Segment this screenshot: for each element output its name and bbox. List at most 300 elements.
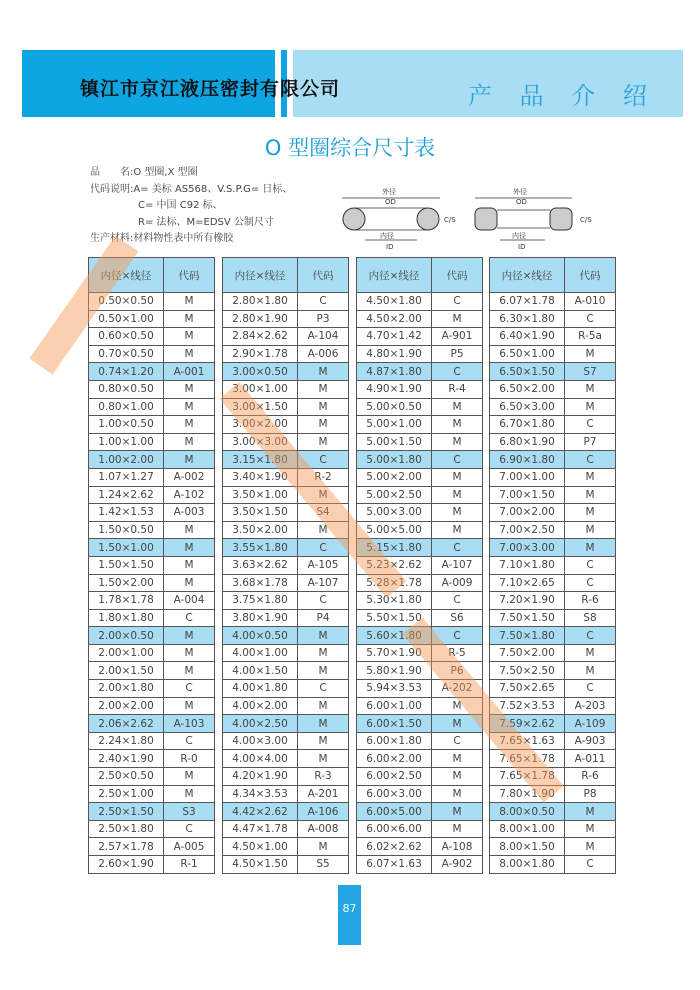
cell-size: 0.80×1.00 <box>89 398 164 416</box>
table-row <box>223 539 349 557</box>
cell-size: 2.90×1.78 <box>223 345 298 363</box>
table-row <box>490 627 616 645</box>
cell-code: M <box>298 433 349 451</box>
table-row <box>223 310 349 328</box>
cell-size: 2.50×1.00 <box>89 785 164 803</box>
table-row <box>490 539 616 557</box>
cell-size: 4.50×1.80 <box>357 293 432 311</box>
header-code: 代码 <box>432 258 483 293</box>
cell-size: 4.00×0.50 <box>223 627 298 645</box>
table-row <box>490 468 616 486</box>
cell-size: 3.50×1.50 <box>223 504 298 522</box>
table-row <box>89 504 215 522</box>
cell-size: 7.10×2.65 <box>490 574 565 592</box>
table-row <box>89 345 215 363</box>
cell-code: A-109 <box>565 715 616 733</box>
cell-code: M <box>432 803 483 821</box>
cell-code: M <box>565 644 616 662</box>
table-row <box>490 732 616 750</box>
code-description-r: R= 法标、M=EDSV 公制尺寸 <box>138 216 274 228</box>
cell-code: M <box>565 662 616 680</box>
header-size: 内径×线径 <box>89 258 164 293</box>
cell-size: 7.65×1.63 <box>490 732 565 750</box>
table-row <box>490 328 616 346</box>
cell-size: 3.55×1.80 <box>223 539 298 557</box>
cell-code: A-902 <box>432 856 483 874</box>
cell-size: 4.50×2.00 <box>357 310 432 328</box>
header-code: 代码 <box>565 258 616 293</box>
table-row <box>357 838 483 856</box>
cell-code: M <box>164 451 215 469</box>
cell-size: 4.34×3.53 <box>223 785 298 803</box>
cell-size: 4.50×1.50 <box>223 856 298 874</box>
cell-size: 6.00×1.80 <box>357 732 432 750</box>
cell-size: 7.00×3.00 <box>490 539 565 557</box>
cell-code: R-2 <box>298 468 349 486</box>
cell-code: S5 <box>298 856 349 874</box>
cell-code: M <box>164 398 215 416</box>
cell-code: R-3 <box>298 768 349 786</box>
cell-size: 3.50×2.00 <box>223 521 298 539</box>
cell-code: A-001 <box>164 363 215 381</box>
cell-code: S4 <box>298 504 349 522</box>
table-row <box>490 486 616 504</box>
cell-code: P7 <box>565 433 616 451</box>
cell-size: 5.30×1.80 <box>357 592 432 610</box>
table-row <box>357 539 483 557</box>
cell-size: 0.70×0.50 <box>89 345 164 363</box>
cell-code: M <box>565 504 616 522</box>
table-row <box>490 609 616 627</box>
table-row <box>223 856 349 874</box>
table-row <box>490 556 616 574</box>
cell-code: M <box>298 838 349 856</box>
cell-size: 6.50×1.50 <box>490 363 565 381</box>
table-row <box>357 521 483 539</box>
cell-size: 2.50×1.80 <box>89 820 164 838</box>
code-description: 代码说明:A= 美标 AS568、V.S.P.G= 日标、 <box>90 183 293 195</box>
table-row <box>89 380 215 398</box>
cell-code: A-901 <box>432 328 483 346</box>
cell-code: M <box>164 433 215 451</box>
cell-code: M <box>565 345 616 363</box>
cell-code: R-6 <box>565 592 616 610</box>
cell-code: C <box>164 609 215 627</box>
table-row <box>89 539 215 557</box>
table-row <box>357 856 483 874</box>
cell-code: C <box>432 627 483 645</box>
table-row <box>357 820 483 838</box>
cell-code: C <box>164 732 215 750</box>
cell-code: M <box>164 345 215 363</box>
table-row <box>89 293 215 311</box>
cell-code: M <box>164 697 215 715</box>
size-table-3 <box>356 257 483 874</box>
table-row <box>89 803 215 821</box>
cell-size: 3.63×2.62 <box>223 556 298 574</box>
cell-size: 4.00×2.00 <box>223 697 298 715</box>
cell-code: R-0 <box>164 750 215 768</box>
table-row <box>490 838 616 856</box>
cell-size: 7.20×1.90 <box>490 592 565 610</box>
table-row <box>89 732 215 750</box>
table-row <box>223 486 349 504</box>
cell-size: 6.07×1.78 <box>490 293 565 311</box>
cell-size: 2.00×1.50 <box>89 662 164 680</box>
table-row <box>490 662 616 680</box>
table-row <box>357 574 483 592</box>
table-row <box>89 715 215 733</box>
cell-code: P3 <box>298 310 349 328</box>
cell-size: 8.00×1.00 <box>490 820 565 838</box>
table-row <box>89 697 215 715</box>
table-row <box>89 856 215 874</box>
table-row <box>89 592 215 610</box>
cell-size: 6.50×3.00 <box>490 398 565 416</box>
table-row <box>223 697 349 715</box>
cell-size: 6.00×6.00 <box>357 820 432 838</box>
cell-code: M <box>164 644 215 662</box>
cell-code: C <box>565 574 616 592</box>
cell-code: M <box>432 416 483 434</box>
table-row <box>490 504 616 522</box>
table-row <box>223 662 349 680</box>
table-row <box>223 644 349 662</box>
cell-size: 1.00×1.00 <box>89 433 164 451</box>
table-row <box>357 363 483 381</box>
cell-code: M <box>565 380 616 398</box>
cell-code: M <box>565 468 616 486</box>
cell-size: 2.50×0.50 <box>89 768 164 786</box>
cell-size: 2.40×1.90 <box>89 750 164 768</box>
table-row <box>89 310 215 328</box>
table-row <box>357 785 483 803</box>
cell-code: M <box>298 732 349 750</box>
table-row <box>223 416 349 434</box>
cell-code: M <box>432 697 483 715</box>
cell-code: M <box>298 416 349 434</box>
cell-size: 0.74×1.20 <box>89 363 164 381</box>
table-row <box>490 680 616 698</box>
table-row <box>223 451 349 469</box>
cell-size: 0.80×0.50 <box>89 380 164 398</box>
cell-size: 5.60×1.80 <box>357 627 432 645</box>
cell-code: M <box>298 398 349 416</box>
cell-code: A-107 <box>432 556 483 574</box>
table-row <box>357 627 483 645</box>
cell-size: 5.50×1.50 <box>357 609 432 627</box>
table-row <box>490 592 616 610</box>
cell-code: M <box>164 662 215 680</box>
size-table-4 <box>489 257 616 874</box>
cell-size: 5.00×0.50 <box>357 398 432 416</box>
cell-size: 3.00×1.00 <box>223 380 298 398</box>
cell-size: 1.50×0.50 <box>89 521 164 539</box>
cell-size: 4.50×1.00 <box>223 838 298 856</box>
cell-size: 0.50×1.00 <box>89 310 164 328</box>
table-row <box>357 416 483 434</box>
table-row <box>223 715 349 733</box>
cell-size: 7.80×1.90 <box>490 785 565 803</box>
table-row <box>89 416 215 434</box>
material-info: 生产材料:材料物性表中所有橡胶 <box>90 233 234 244</box>
cell-code: M <box>164 293 215 311</box>
table-row <box>89 486 215 504</box>
cell-code: M <box>432 486 483 504</box>
cell-code: C <box>565 416 616 434</box>
table-row <box>223 592 349 610</box>
cell-size: 1.80×1.80 <box>89 609 164 627</box>
cell-size: 0.50×0.50 <box>89 293 164 311</box>
table-row <box>490 451 616 469</box>
table-row <box>223 750 349 768</box>
cell-code: M <box>298 697 349 715</box>
cell-code: M <box>298 627 349 645</box>
cell-size: 3.75×1.80 <box>223 592 298 610</box>
cell-code: M <box>432 310 483 328</box>
cell-code: M <box>164 328 215 346</box>
table-row <box>89 750 215 768</box>
cell-size: 5.15×1.80 <box>357 539 432 557</box>
table-row <box>490 750 616 768</box>
cell-size: 2.24×1.80 <box>89 732 164 750</box>
cell-size: 6.00×5.00 <box>357 803 432 821</box>
table-row <box>490 310 616 328</box>
table-row <box>89 556 215 574</box>
cell-code: M <box>565 521 616 539</box>
size-table-2 <box>222 257 349 874</box>
cell-code: M <box>432 468 483 486</box>
cell-code: C <box>164 820 215 838</box>
cell-code: M <box>432 750 483 768</box>
cell-size: 3.68×1.78 <box>223 574 298 592</box>
table-row <box>357 768 483 786</box>
size-table-1 <box>88 257 215 874</box>
cell-code: C <box>432 451 483 469</box>
table-row <box>357 468 483 486</box>
cell-code: A-105 <box>298 556 349 574</box>
table-row <box>89 662 215 680</box>
xring-od-label: OD <box>516 198 527 206</box>
cell-code: C <box>298 592 349 610</box>
table-row <box>357 732 483 750</box>
cell-code: M <box>164 574 215 592</box>
cell-code: R-6 <box>565 768 616 786</box>
cell-code: A-107 <box>298 574 349 592</box>
cell-size: 6.00×1.00 <box>357 697 432 715</box>
product-name: 品 名:O 型圈,X 型圈 <box>90 167 198 178</box>
table-row <box>223 433 349 451</box>
cell-size: 7.10×1.80 <box>490 556 565 574</box>
table-row <box>89 644 215 662</box>
table-row <box>89 433 215 451</box>
table-row <box>223 556 349 574</box>
cell-size: 1.00×2.00 <box>89 451 164 469</box>
cell-size: 7.50×2.50 <box>490 662 565 680</box>
xring-id-cn-label: 内径 <box>512 232 526 240</box>
table-row <box>223 328 349 346</box>
table-row <box>490 521 616 539</box>
table-row <box>357 328 483 346</box>
cell-code: M <box>164 556 215 574</box>
cell-size: 5.94×3.53 <box>357 680 432 698</box>
cell-code: C <box>565 627 616 645</box>
table-row <box>490 380 616 398</box>
table-row <box>490 416 616 434</box>
cell-size: 1.07×1.27 <box>89 468 164 486</box>
cell-size: 5.00×2.00 <box>357 468 432 486</box>
table-row <box>357 380 483 398</box>
cell-code: A-009 <box>432 574 483 592</box>
table-row <box>223 785 349 803</box>
cell-size: 7.00×2.00 <box>490 504 565 522</box>
cell-code: C <box>565 310 616 328</box>
cell-size: 6.70×1.80 <box>490 416 565 434</box>
cell-size: 2.00×2.00 <box>89 697 164 715</box>
cell-size: 6.40×1.90 <box>490 328 565 346</box>
cell-code: P4 <box>298 609 349 627</box>
cell-size: 4.70×1.42 <box>357 328 432 346</box>
table-row <box>89 838 215 856</box>
cell-code: M <box>565 838 616 856</box>
cell-size: 6.00×3.00 <box>357 785 432 803</box>
section-title: 产 品 介 绍 <box>468 82 657 110</box>
cell-code: M <box>432 433 483 451</box>
table-row <box>357 398 483 416</box>
cell-code: A-903 <box>565 732 616 750</box>
cell-size: 7.65×1.78 <box>490 768 565 786</box>
table-row <box>357 803 483 821</box>
cell-size: 7.50×1.50 <box>490 609 565 627</box>
cell-size: 2.80×1.80 <box>223 293 298 311</box>
cell-code: M <box>432 504 483 522</box>
cell-code: C <box>432 539 483 557</box>
cell-code: C <box>298 539 349 557</box>
cell-code: C <box>432 592 483 610</box>
table-row <box>490 820 616 838</box>
table-row <box>89 609 215 627</box>
header-code: 代码 <box>298 258 349 293</box>
table-row <box>89 785 215 803</box>
cell-code: C <box>164 680 215 698</box>
x-ring-cross-section <box>475 187 592 251</box>
cell-size: 2.80×1.90 <box>223 310 298 328</box>
table-row <box>89 468 215 486</box>
cell-size: 6.02×2.62 <box>357 838 432 856</box>
cell-size: 4.00×2.50 <box>223 715 298 733</box>
table-row <box>490 803 616 821</box>
table-row <box>357 592 483 610</box>
od-label: OD <box>385 198 396 206</box>
table-row <box>357 486 483 504</box>
cell-code: A-010 <box>565 293 616 311</box>
cell-code: M <box>565 486 616 504</box>
table-row <box>223 609 349 627</box>
table-row <box>89 820 215 838</box>
cell-size: 5.00×5.00 <box>357 521 432 539</box>
cell-size: 4.00×4.00 <box>223 750 298 768</box>
cell-code: M <box>298 750 349 768</box>
table-row <box>490 697 616 715</box>
cell-code: S6 <box>432 609 483 627</box>
cell-size: 5.23×2.62 <box>357 556 432 574</box>
cell-code: M <box>164 785 215 803</box>
table-row <box>89 328 215 346</box>
table-row <box>223 803 349 821</box>
cell-code: M <box>565 820 616 838</box>
table-row <box>223 820 349 838</box>
cell-code: P5 <box>432 345 483 363</box>
cell-code: A-108 <box>432 838 483 856</box>
cell-size: 5.00×3.00 <box>357 504 432 522</box>
cell-size: 7.50×2.65 <box>490 680 565 698</box>
cell-size: 2.50×1.50 <box>89 803 164 821</box>
cell-code: A-002 <box>164 468 215 486</box>
cell-code: A-104 <box>298 328 349 346</box>
table-row <box>490 715 616 733</box>
table-row <box>490 363 616 381</box>
table-row <box>357 644 483 662</box>
code-description-c: C= 中国 C92 标、 <box>138 200 223 211</box>
cell-code: M <box>565 398 616 416</box>
table-row <box>223 398 349 416</box>
cell-code: A-005 <box>164 838 215 856</box>
table-row <box>89 521 215 539</box>
cell-code: M <box>432 715 483 733</box>
table-row <box>357 609 483 627</box>
cell-size: 3.40×1.90 <box>223 468 298 486</box>
cell-size: 5.00×2.50 <box>357 486 432 504</box>
cell-code: M <box>164 627 215 645</box>
cell-code: P6 <box>432 662 483 680</box>
table-row <box>223 732 349 750</box>
cell-code: M <box>565 539 616 557</box>
cell-size: 4.00×1.80 <box>223 680 298 698</box>
cell-size: 2.57×1.78 <box>89 838 164 856</box>
cell-size: 4.87×1.80 <box>357 363 432 381</box>
table-row <box>223 627 349 645</box>
cell-code: S7 <box>565 363 616 381</box>
cell-size: 4.47×1.78 <box>223 820 298 838</box>
table-row <box>490 644 616 662</box>
page-number: 87 <box>338 885 361 945</box>
cell-size: 5.00×1.50 <box>357 433 432 451</box>
cell-code: M <box>432 521 483 539</box>
cell-size: 1.50×2.00 <box>89 574 164 592</box>
cell-size: 6.80×1.90 <box>490 433 565 451</box>
table-row <box>357 293 483 311</box>
cell-size: 8.00×0.50 <box>490 803 565 821</box>
cell-size: 4.20×1.90 <box>223 768 298 786</box>
cell-code: M <box>164 380 215 398</box>
table-row <box>223 363 349 381</box>
table-row <box>89 680 215 698</box>
page-title: O 型圈综合尺寸表 <box>264 136 436 160</box>
cell-code: C <box>565 856 616 874</box>
cell-code: A-006 <box>298 345 349 363</box>
cell-code: C <box>432 363 483 381</box>
product-info <box>90 165 292 248</box>
cell-size: 2.06×2.62 <box>89 715 164 733</box>
cell-size: 7.00×2.50 <box>490 521 565 539</box>
cell-code: A-102 <box>164 486 215 504</box>
cell-size: 1.00×0.50 <box>89 416 164 434</box>
cell-size: 4.00×1.00 <box>223 644 298 662</box>
cell-code: A-106 <box>298 803 349 821</box>
cell-size: 7.59×2.62 <box>490 715 565 733</box>
cell-code: C <box>298 293 349 311</box>
table-row <box>89 451 215 469</box>
